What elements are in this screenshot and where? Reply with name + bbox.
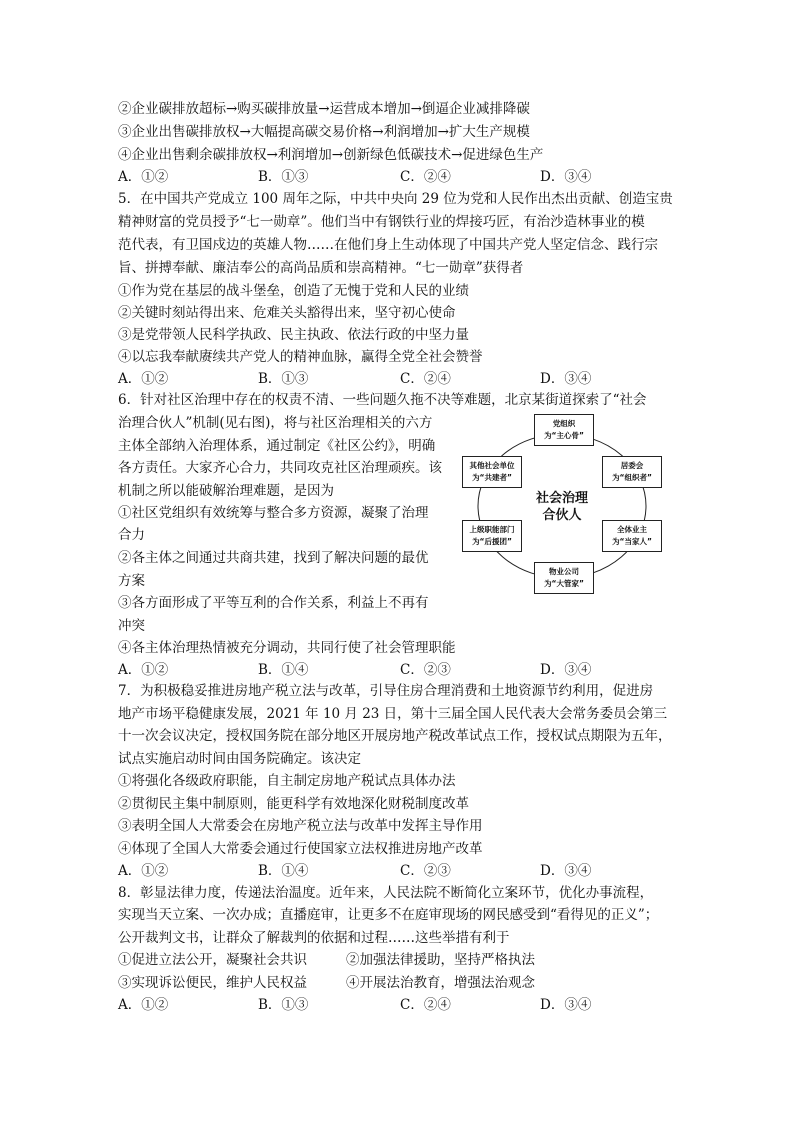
q6-item-4: ④各主体治理热情被充分调动，共同行使了社会管理职能: [118, 640, 456, 656]
q4-item-2: ②企业碳排放超标→购买碳排放量→运营成本增加→倒逼企业减排降碳: [118, 101, 530, 117]
node-title: 其他社会单位: [469, 461, 515, 470]
node-other-social-units: [462, 456, 522, 488]
q8-stem-line: 8．彰显法律力度，传递法治温度。近年来，人民法院不断简化立案环节，优化办事流程，: [118, 885, 654, 901]
node-role: 为“共建者”: [472, 473, 512, 482]
q7-option-d: D．③④: [540, 863, 592, 879]
q8-option-c: C．②④: [400, 997, 451, 1013]
q4-item-3: ③企业出售碳排放权→大幅提高碳交易价格→利润增加→扩大生产规模: [118, 124, 530, 140]
q8-item-4: ④开展法治教育，增强法治观念: [346, 975, 535, 991]
q4-item-4: ④企业出售剩余碳排放权→利润增加→创新绿色低碳技术→促进绿色生产: [118, 147, 544, 163]
q8-option-b: B．①③: [258, 997, 309, 1013]
q7-stem-line: 7．为积极稳妥推进房地产税立法与改革，引导住房合理消费和土地资源节约利用，促进房: [118, 683, 654, 699]
node-role: 为“后援团”: [472, 537, 512, 546]
q6-item-2-cont: 方案: [118, 573, 145, 589]
node-title: 物业公司: [549, 567, 579, 576]
diagram-center-label: [526, 490, 598, 524]
center-line: 社会治理: [535, 491, 588, 506]
q5-option-a: A．①②: [118, 371, 169, 387]
q5-stem-line: 范代表，有卫国戍边的英雄人物……在他们身上生动体现了中国共产党人坚定信念、践行宗: [118, 237, 658, 253]
q8-item-2: ②加强法律援助，坚持严格执法: [346, 952, 535, 968]
q8-stem-line: 公开裁判文书，让群众了解裁判的依据和过程……这些举措有利于: [118, 930, 510, 946]
governance-partner-diagram: [458, 408, 663, 600]
q7-option-a: A．①②: [118, 863, 169, 879]
q6-option-d: D．③④: [540, 662, 592, 678]
node-title: 居委会: [620, 461, 644, 470]
q4-option-c: C．②④: [400, 169, 451, 185]
q7-stem-line: 地产市场平稳健康发展，2021 年 10 月 23 日，第十三届全国人民代表大会常务委员会第三: [118, 706, 668, 722]
q7-item-3: ③表明全国人大常委会在房地产税立法与改革中发挥主导作用: [118, 818, 483, 834]
q7-option-b: B．①④: [258, 863, 309, 879]
q6-option-b: B．①④: [258, 662, 309, 678]
node-role: 为“当家人”: [612, 537, 652, 546]
q6-stem-line: 各方责任。大家齐心合力，共同攻克社区治理顽疾。该: [118, 460, 442, 476]
q7-stem-line: 十一次会议决定，授权国务院在部分地区开展房地产税改革试点工作，授权试点期限为五年，: [118, 728, 672, 744]
q7-item-2: ②贯彻民主集中制原则，能更科学有效地深化财税制度改革: [118, 796, 469, 812]
q5-option-b: B．①③: [258, 371, 309, 387]
node-higher-departments: [462, 520, 522, 552]
node-all-owners: [602, 520, 662, 552]
q5-item-3: ③是党带领人民科学执政、民主执政、依法行政的中坚力量: [118, 327, 469, 343]
node-title: 全体业主: [617, 525, 647, 534]
q6-stem-line: 主体全部纳入治理体系，通过制定《社区公约》，明确: [118, 438, 436, 454]
q8-option-d: D．③④: [540, 997, 592, 1013]
q6-option-a: A．①②: [118, 662, 169, 678]
q5-item-1: ①作为党在基层的战斗堡垒，创造了无愧于党和人民的业绩: [118, 283, 469, 299]
center-line: 合伙人: [542, 508, 582, 523]
q5-option-d: D．③④: [540, 371, 592, 387]
q7-item-4: ④体现了全国人大常委会通过行使国家立法权推进房地产改革: [118, 841, 483, 857]
q5-option-c: C．②④: [400, 371, 451, 387]
node-residents-committee: [602, 456, 662, 488]
q4-option-d: D．③④: [540, 169, 592, 185]
q4-option-a: A．①②: [118, 169, 169, 185]
q6-stem-line: 治理合伙人”机制(见右图)，将与社区治理相关的六方: [118, 415, 433, 431]
q6-item-3: ③各方面形成了平等互利的合作关系，利益上不再有: [118, 595, 429, 611]
q7-stem-line: 试点实施启动时间由国务院确定。该决定: [118, 751, 361, 767]
q6-stem-line: 机制之所以能破解治理难题，是因为: [118, 483, 334, 499]
q6-option-c: C．②③: [400, 662, 451, 678]
q6-item-2: ②各主体之间通过共商共建，找到了解决问题的最优: [118, 550, 429, 566]
node-role: 为“主心骨”: [544, 431, 584, 440]
q5-item-2: ②关键时刻站得出来、危难关头豁得出来，坚守初心使命: [118, 305, 456, 321]
q6-item-1: ①社区党组织有效统筹与整合多方资源，凝聚了治理: [118, 505, 429, 521]
node-property-company: [534, 562, 594, 594]
q8-item-3: ③实现诉讼便民，维护人民权益: [118, 975, 307, 991]
q8-item-1: ①促进立法公开，凝聚社会共识: [118, 952, 307, 968]
q5-stem-line: 旨、拼搏奉献、廉洁奉公的高尚品质和崇高精神。“七一勋章”获得者: [118, 260, 524, 276]
q7-option-c: C．②③: [400, 863, 451, 879]
q6-item-3-cont: 冲突: [118, 618, 145, 634]
q4-option-b: B．①③: [258, 169, 309, 185]
node-role: 为“组织者”: [612, 473, 652, 482]
node-title: 党组织: [552, 419, 576, 428]
node-role: 为“大管家”: [544, 579, 584, 588]
q8-stem-line: 实现当天立案、一次办成；直播庭审，让更多不在庭审现场的网民感受到“看得见的正义”；: [118, 907, 659, 923]
q7-item-1: ①将强化各级政府职能，自主制定房地产税试点具体办法: [118, 773, 456, 789]
q5-stem-line: 精神财富的党员授予“七一勋章”。他们当中有钢铁行业的焊接巧匠，有治沙造林事业的模: [118, 214, 645, 230]
q6-item-1-cont: 合力: [118, 527, 145, 543]
node-title: 上级职能部门: [469, 525, 515, 534]
q6-stem-line: 6．针对社区治理中存在的权责不清、一些问题久拖不决等难题，北京某街道探索了“社会: [118, 392, 647, 408]
node-party-organization: [534, 414, 594, 446]
q8-option-a: A．①②: [118, 997, 169, 1013]
q5-stem-line: 5．在中国共产党成立 100 周年之际，中共中央向 29 位为党和人民作出杰出贡献、创造宝贵: [118, 191, 673, 207]
q5-item-4: ④以忘我奉献赓续共产党人的精神血脉，赢得全党全社会赞誉: [118, 349, 483, 365]
